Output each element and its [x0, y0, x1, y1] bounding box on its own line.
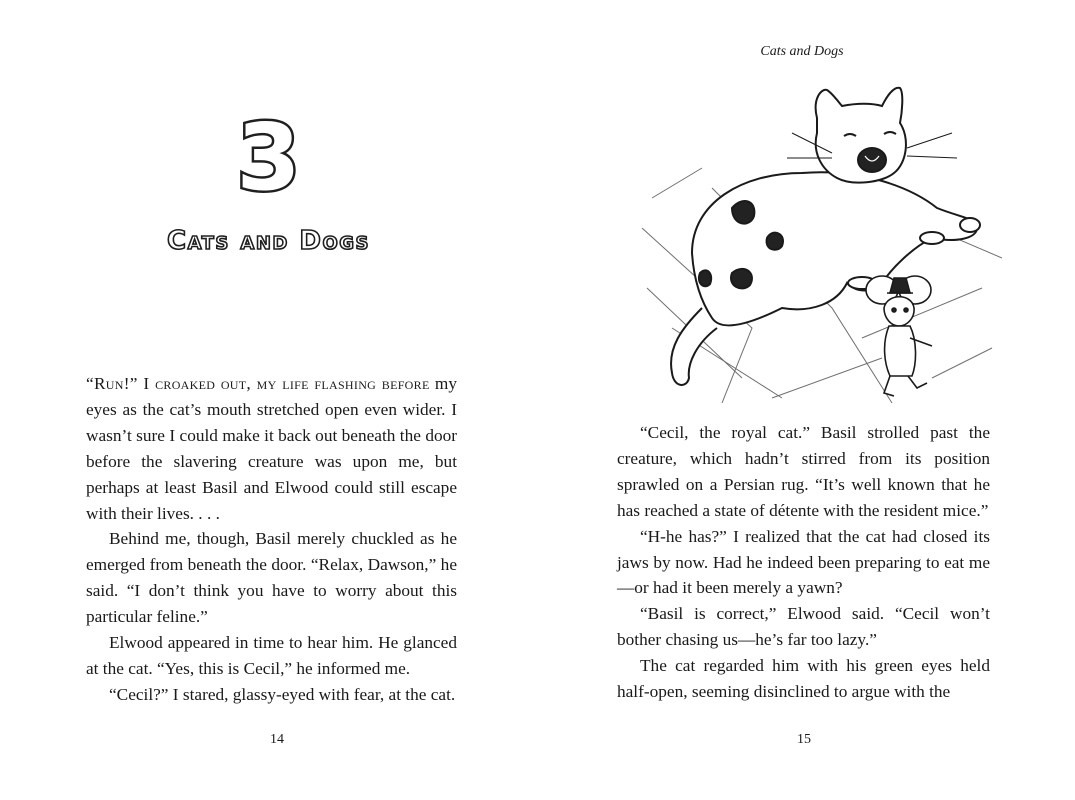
paragraph: The cat regarded him with his green eyes held half-open, seeming disinclined to argue with the [617, 656, 990, 702]
paragraph: “H-he has?” I realized that the cat had closed its jaws by now. Had he indeed been preparing to eat me—or had it been merely a yawn? [617, 526, 990, 598]
chapter-number: 3 [236, 104, 301, 211]
cat-and-mouse-illustration [632, 78, 1002, 403]
paragraph: Behind me, though, Basil merely chuckled as he emerged from beneath the door. “Relax, Dawson,” he said. “I don’t think you have to worry about this particular feline.” [86, 529, 457, 627]
paragraph-lead-in: “Run!” I croaked out, my life flashing before [86, 374, 430, 393]
page-number: 14 [270, 732, 284, 747]
right-page [537, 0, 1075, 800]
paragraph: “Basil is correct,” Elwood said. “Cecil won’t bother chasing us—he’s far too lazy.” [617, 604, 990, 650]
chapter-title: Cats and Dogs [166, 226, 371, 256]
right-page-body [617, 420, 990, 705]
left-page-body [86, 371, 457, 708]
paragraph: “Cecil?” I stared, glassy-eyed with fear, at the cat. [109, 684, 456, 704]
paragraph [86, 371, 457, 526]
running-head: Cats and Dogs [760, 44, 844, 59]
page-number: 15 [797, 732, 811, 747]
cat-drawing [671, 88, 980, 385]
paragraph: Elwood appeared in time to hear him. He glanced at the cat. “Yes, this is Cecil,” he informed me. [86, 633, 457, 678]
paragraph-text: my eyes as the cat’s mouth stretched open even wider. I wasn’t sure I could make it back out beneath the door before the slavering creature was upon me, but perhaps at least Basil and Elwood could still escape with their lives. . . . [86, 374, 457, 523]
left-page [0, 0, 537, 800]
paragraph: “Cecil, the royal cat.” Basil strolled past the creature, which hadn’t stirred from its position sprawled on a Persian rug. “It’s well known that he has reached a state of détente with the resident mice.” [617, 423, 990, 520]
